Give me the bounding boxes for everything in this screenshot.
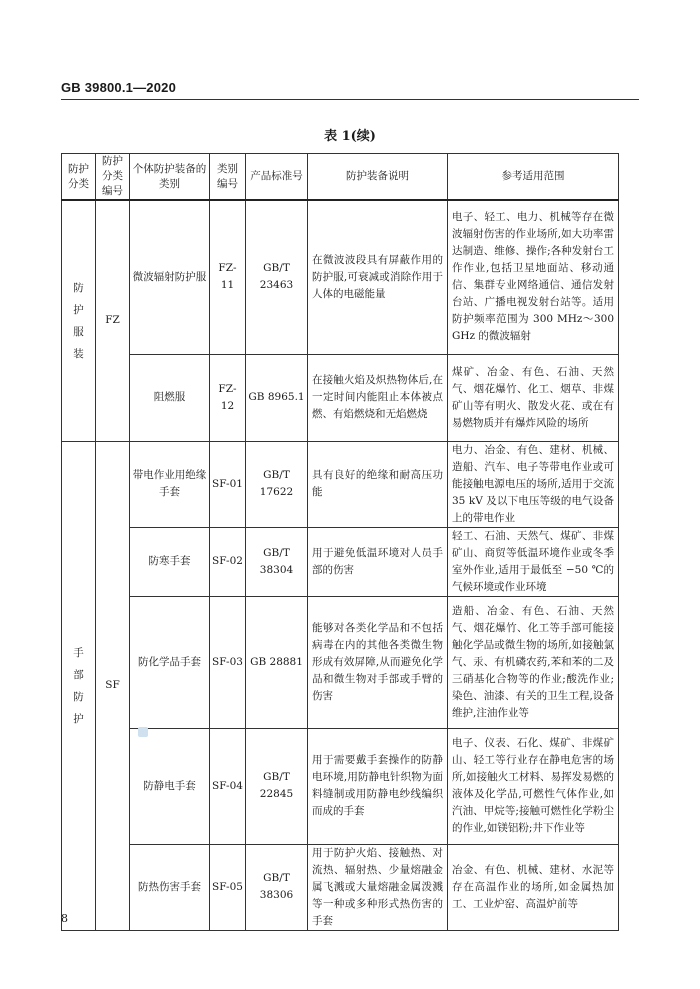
scope-cell: 轻工、石油、天然气、煤矿、非煤矿山、商贸等低温环境作业或冬季室外作业,适用于最低至 −50 ℃的气候环境或作业环境 bbox=[448, 527, 619, 596]
standard-cell: GB/T 38304 bbox=[246, 527, 308, 596]
description-cell: 具有良好的绝缘和耐高压功能 bbox=[308, 441, 448, 527]
header-standard: 产品标准号 bbox=[246, 154, 308, 201]
item-cell: 微波辐射防护服 bbox=[130, 200, 210, 354]
table-row bbox=[62, 200, 619, 354]
header-category: 防护分类 bbox=[62, 154, 96, 201]
category-char: 护 bbox=[73, 303, 84, 316]
header-category-code: 防护分类编号 bbox=[96, 154, 130, 201]
item-code-cell: FZ-11 bbox=[210, 200, 246, 354]
category-char: 装 bbox=[73, 347, 84, 360]
scope-cell: 造船、冶金、有色、石油、天然气、烟花爆竹、化工等手部可能接触化学品或微生物的场所,如接触氯气、汞、有机磷农药,苯和苯的二及三硝基化合物等的作业;酸洗作业;染色、油漆、有关的卫生工程,设备维护,注油作业等 bbox=[448, 596, 619, 728]
table-row bbox=[62, 728, 619, 844]
scope-cell: 电子、仪表、石化、煤矿、非煤矿山、轻工等行业存在静电危害的场所,如接触火工材料、易挥发易燃的液体及化学品,可燃性气体作业,如汽油、甲烷等;接触可燃性化学粉尘的作业,如镁铝粉;井下作业等 bbox=[448, 728, 619, 844]
standard-code: GB 39800.1—2020 bbox=[61, 80, 177, 95]
table-row bbox=[62, 596, 619, 728]
category-code-cell: SF bbox=[96, 441, 130, 930]
scope-cell: 电子、轻工、电力、机械等存在微波辐射伤害的作业场所,如大功率雷达制造、维修、操作;各种发射台工作作业,包括卫星地面站、移动通信、集群专业网络通信、通信发射台站、广播电视发射台站等。适用防护频率范围为 300 MHz～300 GHz 的微波辐射 bbox=[448, 200, 619, 354]
item-cell: 带电作业用绝缘手套 bbox=[130, 441, 210, 527]
category-cell bbox=[62, 200, 96, 441]
category-char: 防 bbox=[73, 281, 84, 294]
category-char: 护 bbox=[73, 712, 84, 725]
item-code-cell: SF-05 bbox=[210, 844, 246, 930]
table-row bbox=[62, 527, 619, 596]
header-type-code: 类别编号 bbox=[210, 154, 246, 201]
table-title: 表 1(续) bbox=[324, 129, 376, 144]
item-cell: 阻燃服 bbox=[130, 354, 210, 441]
header-equipment-type: 个体防护装备的类别 bbox=[130, 154, 210, 201]
scope-cell: 电力、冶金、有色、建材、机械、造船、汽车、电子等带电作业或可能接触电源电压的场所,适用于交流 35 kV 及以下电压等级的电气设备上的带电作业 bbox=[448, 441, 619, 527]
item-code-cell: SF-02 bbox=[210, 527, 246, 596]
category-code-cell: FZ bbox=[96, 200, 130, 441]
description-cell: 用于防护火焰、接触热、对流热、辐射热、少量熔融金属飞溅或大量熔融金属泼溅等一种或多种形式热伤害的手套 bbox=[308, 844, 448, 930]
table-header-row bbox=[62, 154, 619, 201]
category-char: 防 bbox=[73, 690, 84, 703]
item-code-cell: SF-01 bbox=[210, 441, 246, 527]
standard-cell: GB 28881 bbox=[246, 596, 308, 728]
category-char: 服 bbox=[73, 325, 84, 338]
scope-cell: 冶金、有色、机械、建材、水泥等存在高温作业的场所,如金属热加工、工业炉窑、高温炉前等 bbox=[448, 844, 619, 930]
table-row bbox=[62, 441, 619, 527]
standard-cell: GB/T 22845 bbox=[246, 728, 308, 844]
item-code-cell: SF-03 bbox=[210, 596, 246, 728]
item-code-cell: SF-04 bbox=[210, 728, 246, 844]
item-code-cell: FZ-12 bbox=[210, 354, 246, 441]
description-cell: 用于需要戴手套操作的防静电环境,用防静电针织物为面料缝制或用防静电纱线编织而成的手套 bbox=[308, 728, 448, 844]
item-cell: 防静电手套 bbox=[130, 728, 210, 844]
description-cell: 用于避免低温环境对人员手部的伤害 bbox=[308, 527, 448, 596]
item-cell: 防化学品手套 bbox=[130, 596, 210, 728]
table-row bbox=[62, 844, 619, 930]
header-description: 防护装备说明 bbox=[308, 154, 448, 201]
standard-cell: GB/T 17622 bbox=[246, 441, 308, 527]
equipment-table bbox=[61, 153, 619, 931]
header-rule bbox=[61, 99, 639, 100]
description-cell: 在接触火焰及炽热物体后,在一定时间内能阻止本体被点燃、有焰燃烧和无焰燃烧 bbox=[308, 354, 448, 441]
standard-cell: GB/T 23463 bbox=[246, 200, 308, 354]
category-cell bbox=[62, 441, 96, 930]
side-tab-marker bbox=[138, 727, 148, 737]
page-number: 8 bbox=[61, 912, 68, 925]
standard-cell: GB/T 38306 bbox=[246, 844, 308, 930]
category-char: 部 bbox=[73, 668, 84, 681]
category-char: 手 bbox=[73, 646, 84, 659]
item-cell: 防寒手套 bbox=[130, 527, 210, 596]
header-scope: 参考适用范围 bbox=[448, 154, 619, 201]
scope-cell: 煤矿、冶金、有色、石油、天然气、烟花爆竹、化工、烟草、非煤矿山等有明火、散发火花、或在有易燃物质并有爆炸风险的场所 bbox=[448, 354, 619, 441]
item-cell: 防热伤害手套 bbox=[130, 844, 210, 930]
description-cell: 能够对各类化学品和不包括病毒在内的其他各类微生物形成有效屏障,从而避免化学品和微生物对手部或手臂的伤害 bbox=[308, 596, 448, 728]
description-cell: 在微波波段具有屏蔽作用的防护服,可衰减或消除作用于人体的电磁能量 bbox=[308, 200, 448, 354]
standard-cell: GB 8965.1 bbox=[246, 354, 308, 441]
table-row bbox=[62, 354, 619, 441]
